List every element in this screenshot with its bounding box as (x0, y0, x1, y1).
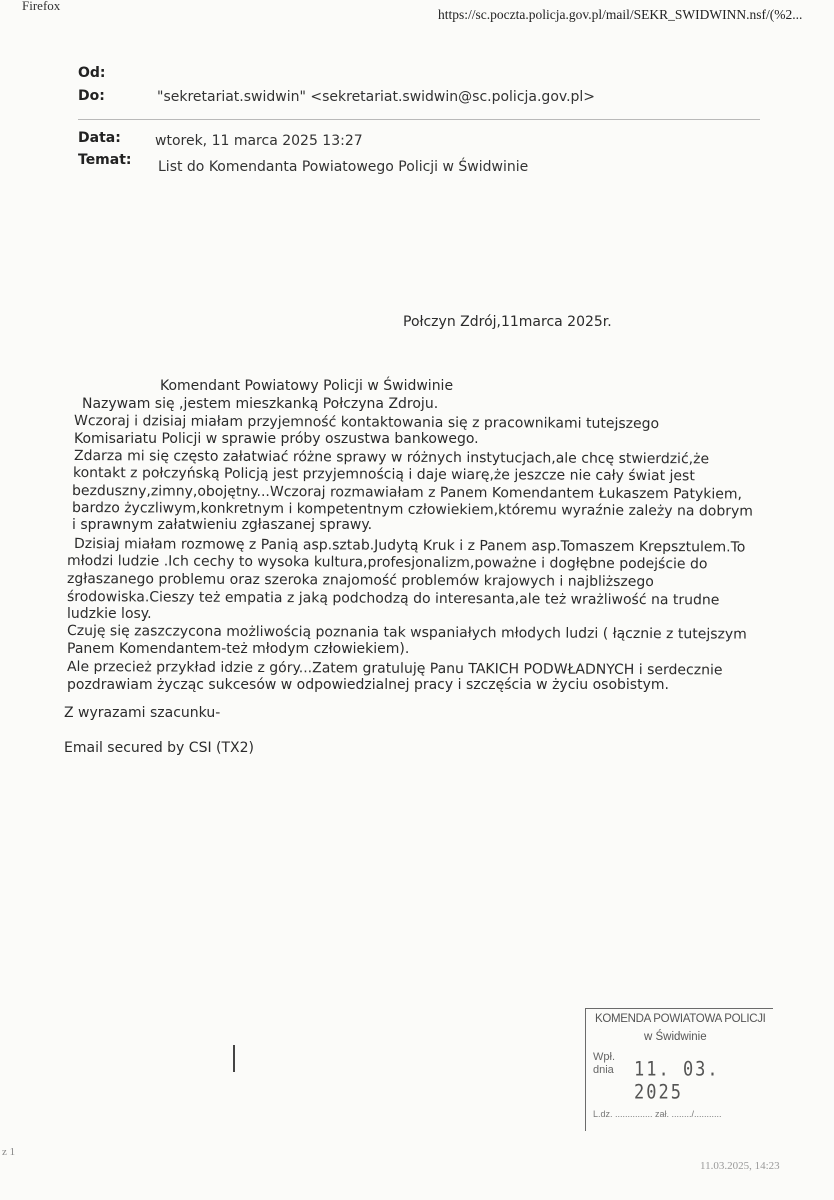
letter-line: pozdrawiam życząc sukcesów w odpowiedzialnej pracy i szczęścia w życiu osobistym. (67, 677, 669, 693)
letter-line: Czuję się zaszczycona możliwością poznania tak wspaniałych młodych ludzi ( łącznie z tutejszym (66, 623, 747, 643)
stamp-received-label: Wpł. dnia (593, 1051, 615, 1076)
letter-line: bardzo życzliwym,konkretnym i kompetentnym człowiekiem,któremu wyraźnie zależy na dobrym (71, 500, 753, 520)
registry-stamp (585, 1008, 773, 1131)
letter-line: Panem Komendantem-też młodym człowiekiem). (67, 641, 410, 657)
letter-line: bezduszny,zimny,obojętny...Wczoraj rozmawiałam z Panem Komendantem Łukaszem Patykiem, (71, 483, 743, 503)
letter-line: środowiska.Cieszy też empatia z jaką podchodzą do interesanta,ale też wrażliwość na trudne (66, 589, 720, 609)
letter-line: młodzi ludzie .Ich cechy to wysoka kultura,profesjonalizm,poważne i dogłębne podejście do (66, 553, 708, 573)
from-label: Od: (78, 65, 106, 81)
letter-line: Ale przecież przykład idzie z góry...Zatem gratuluję Panu TAKICH PODWŁADNYCH i serdecznie (66, 659, 723, 679)
letter-line: ludzkie losy. (67, 606, 152, 622)
stamp-date: 11. 03. 2025 (634, 1058, 720, 1104)
letter-line: Zdarza mi się często załatwiać różne sprawy w różnych instytucjach,ale chcę stwierdzić,że (73, 448, 710, 468)
to-value: "sekretariat.swidwin" <sekretariat.swidwin@sc.policja.gov.pl> (157, 89, 596, 105)
addressee: Komendant Powiatowy Policji w Świdwinie (160, 378, 454, 394)
letter-line: i sprawnym załatwieniu zgłaszanej sprawy. (72, 517, 373, 533)
letter-line: kontakt z połczyńską Policją jest przyjemnością i daje wiarę,że jeszcze nie cały świat jest (72, 465, 695, 485)
date-value: wtorek, 11 marca 2025 13:27 (155, 133, 363, 149)
letter-line: zgłaszanego problemu oraz szeroka znajomość problemów krajowych i najbliższego (66, 571, 654, 591)
letter-line: Komisariatu Policji w sprawie próby oszustwa bankowego. (74, 431, 479, 447)
print-timestamp: 11.03.2025, 14:23 (700, 1160, 780, 1172)
stamp-subtitle: w Świdwinie (644, 1031, 707, 1043)
letter-line: Dzisiaj miałam rozmowę z Panią asp.sztab.Judytą Kruk i z Panem asp.Tomaszem Krepsztulem.To (73, 536, 746, 556)
email-footer: Email secured by CSI (TX2) (64, 740, 255, 756)
subject-label: Temat: (78, 152, 132, 168)
stamp-title: KOMENDA POWIATOWA POLICJI (595, 1013, 766, 1025)
date-label: Data: (78, 130, 121, 146)
place-date: Połczyn Zdrój,11marca 2025r. (403, 314, 612, 330)
pen-mark (233, 1045, 235, 1072)
subject-value: List do Komendanta Powiatowego Policji w Świdwinie (158, 159, 529, 175)
letter-line: Wczoraj i dzisiaj miałam przyjemność kontaktowania się z pracownikami tutejszego (73, 413, 660, 433)
header-divider (78, 119, 760, 120)
page-url: https://sc.poczta.policja.gov.pl/mail/SEKR_SWIDWINN.nsf/(%2... (438, 7, 803, 22)
letter-line: Nazywam się ,jestem mieszkanką Połczyna Zdroju. (82, 396, 439, 412)
closing: Z wyrazami szacunku- (64, 705, 221, 721)
stamp-ldz: L.dz. ............... zał. ......../........... (593, 1109, 722, 1119)
browser-name: Firefox (22, 0, 61, 13)
page-count: z 1 (2, 1146, 16, 1158)
to-label: Do: (78, 88, 105, 104)
